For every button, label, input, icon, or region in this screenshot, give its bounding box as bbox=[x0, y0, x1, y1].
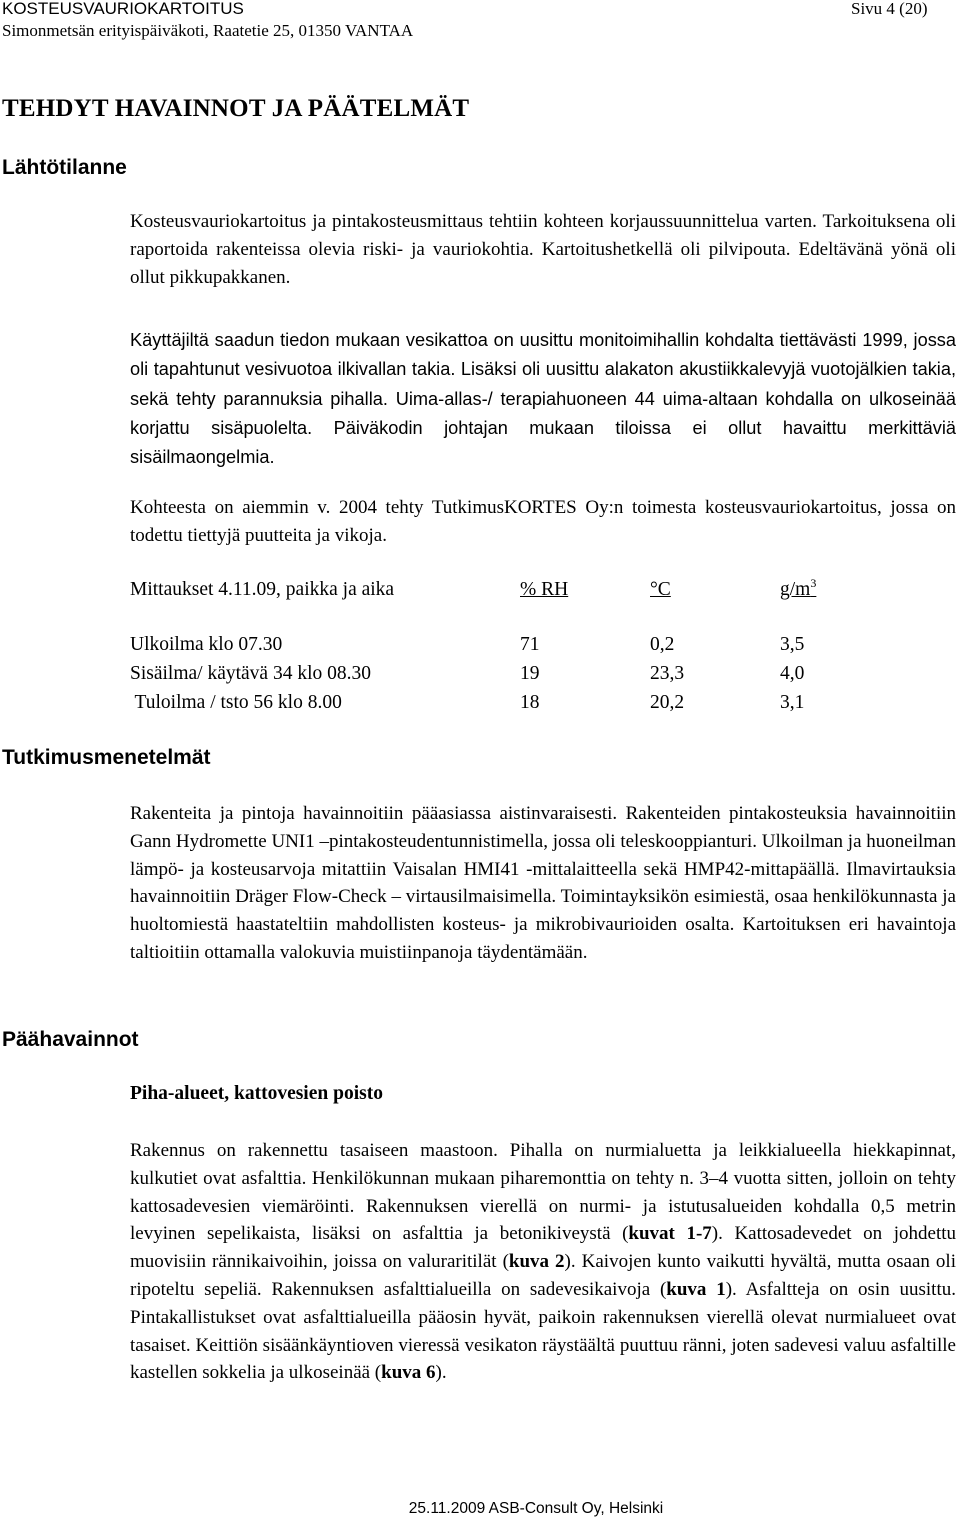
row-abs: 3,5 bbox=[780, 634, 805, 655]
row-rh: 18 bbox=[520, 692, 540, 713]
piha-text-5: ). bbox=[435, 1362, 447, 1384]
piha-text-3: ). Kaivojen kunto vaikutti hyvältä, mutta osaan oli ripoteltu sepeliä. Rakennuksen asfalttialueilla on sadevesikaivoja ( bbox=[130, 1251, 956, 1300]
row-rh: 71 bbox=[520, 634, 540, 655]
piha-text-1: Rakennus on rakennettu tasaiseen maastoon. Pihalla on nurmialuetta ja leikkialueella hiekkapinnat, kulkutiet ovat asfalttia. Henkilökunnan mukaan piharemonttia on tehty n. 3–4 vuotta sitten, jolloin on tehty kattosadevesien viemäröinti. Rakennuksen vierellä on nurmi- ja istutusalueiden kohdalla 0,5 metrin levyinen sepelikaista, lisäksi on asfalttia ja betonikiveystä ( bbox=[130, 1140, 956, 1245]
paragraph-lahtotilanne: Kosteusvauriokartoitus ja pintakosteusmittaus tehtiin kohteen korjaussuunnittelua varten. Tarkoituksena oli raportoida rakenteissa olevia riski- ja vauriokohtia. Kartoitushetkellä oli pilvipouta. Edeltävänä yönä oli ollut pikkupakkanen. bbox=[130, 211, 956, 288]
photo-ref: kuva 6 bbox=[381, 1362, 436, 1384]
header-place: Mittaukset 4.11.09, paikka ja aika bbox=[130, 579, 395, 600]
paragraph-piha bbox=[130, 1137, 956, 1387]
heading-tutkimusmenetelmat: Tutkimusmenetelmät bbox=[2, 746, 211, 769]
piha-text-2: ). Kattosadevedet on johdettu muovisiin rännikaivoihin, joissa on valuraritilät ( bbox=[130, 1223, 956, 1273]
report-title: KOSTEUSVAURIOKARTOITUS bbox=[2, 0, 244, 18]
photo-ref: kuvat 1-7 bbox=[628, 1223, 712, 1245]
row-temp: 23,3 bbox=[650, 663, 685, 684]
photo-ref: kuva 1 bbox=[666, 1278, 726, 1300]
paragraph-user-info: Käyttäjiltä saadun tiedon mukaan vesikattoa on uusittu monitoimihallin kohdalta tiettävästi 1999, jossa oli tapahtunut vesivuotoa ilkivallan takia. Lisäksi oli uusittu alakaton akustiikkalevyjä vuotojälkien takia, sekä tehty parannuksia pihalla. Uima-allas-/ terapiahuoneen 44 uima-altaan kohdalla on ulkoseinää korjattu sisäpuolelta. Päiväkodin johtajan mukaan tiloissa ei ollut havaittu merkittäviä sisäilmaongelmia. bbox=[130, 330, 956, 468]
paragraph-previous-survey: Kohteesta on aiemmin v. 2004 tehty TutkimusKORTES Oy:n toimesta kosteusvauriokartoitus, jossa on todettu tiettyjä puutteita ja vikoja. bbox=[130, 497, 956, 546]
photo-ref: kuva 2 bbox=[508, 1251, 565, 1273]
row-temp: 0,2 bbox=[650, 634, 675, 655]
heading-paahavainnot: Päähavainnot bbox=[2, 1028, 139, 1051]
row-abs: 3,1 bbox=[780, 692, 805, 713]
row-rh: 19 bbox=[520, 663, 540, 684]
row-abs: 4,0 bbox=[780, 663, 805, 684]
header-abs-humidity bbox=[780, 576, 817, 601]
row-place: Sisäilma/ käytävä 34 klo 08.30 bbox=[130, 663, 372, 684]
subheading-piha: Piha-alueet, kattovesien poisto bbox=[130, 1083, 383, 1104]
page-number: Sivu 4 (20) bbox=[851, 0, 928, 18]
site-address: Simonmetsän erityispäiväkoti, Raatetie 25, 01350 VANTAA bbox=[2, 21, 414, 40]
page-footer: 25.11.2009 ASB-Consult Oy, Helsinki bbox=[408, 1500, 664, 1517]
row-temp: 20,2 bbox=[650, 692, 685, 713]
heading-lahtotilanne: Lähtötilanne bbox=[2, 156, 127, 179]
paragraph-methods: Rakenteita ja pintoja havainnoitiin pääasiassa aistinvaraisesti. Rakenteiden pintakosteuksia havainnoitiin Gann Hydromette UNI1 –pintakosteudentunnistimella, jossa oli teleskooppianturi. Ulkoilman ja huoneilman lämpö- ja kosteusarvoja mitattiin Vaisalan HMI41 -mittalaitteella sekä HMP42-mittapäällä. Ilmavirtauksia havainnoitiin Dräger Flow-Check – virtausilmaisimella. Toimintayksikön esimiestä, osaa henkilökunnasta ja huoltomiestä haastateltiin mahdollisten kosteus- ja mikrobivaurioiden osalta. Kartoituksen eri havaintoja taltioitiin ottamalla valokuvia muistiinpanoja täydentämään. bbox=[130, 803, 956, 963]
row-place: Tuloilma / tsto 56 klo 8.00 bbox=[130, 692, 342, 713]
header-rh: % RH bbox=[520, 579, 569, 600]
header-abs-exponent: 3 bbox=[810, 576, 817, 590]
row-place: Ulkoilma klo 07.30 bbox=[130, 634, 283, 655]
main-heading: TEHDYT HAVAINNOT JA PÄÄTELMÄT bbox=[2, 95, 470, 122]
piha-text-4: ). Asfaltteja on osin uusittu. Pintakallistukset ovat asfalttialueilla pääosin hyvät, paikoin rakennuksen vierellä olevat nurmialueet ovat tasaiset. Keittiön sisäänkäyntioven vieressä vesikaton räystäältä puuttuu ränni, joten sadevesi valuu asfaltille kastellen sokkelia ja ulkoseinää ( bbox=[130, 1278, 956, 1384]
header-abs-unit: g/m bbox=[780, 579, 811, 600]
header-temp: °C bbox=[650, 579, 671, 600]
